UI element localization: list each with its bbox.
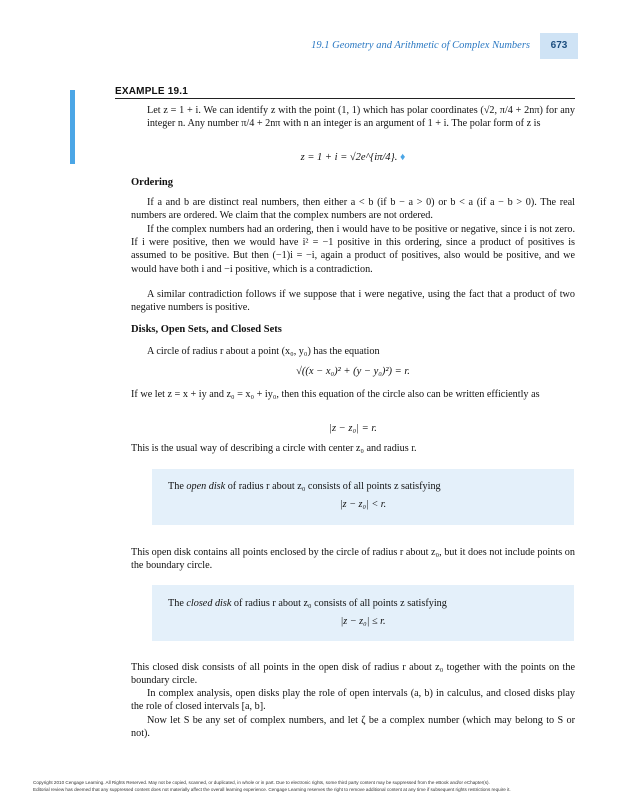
disks-paragraph-3: This is the usual way of describing a circle with center z₀ and radius r. (131, 443, 417, 454)
open-disk-formula (152, 499, 574, 510)
circle-modulus-equation-text: |z − z₀| = r. (329, 423, 377, 434)
closed-disk-post: of radius r about z₀ consists of all points z satisfying (231, 598, 447, 609)
ordering-heading: Ordering (131, 177, 173, 188)
disks-paragraph-2: If we let z = x + iy and z₀ = x₀ + iy₀, then this equation of the circle also can be written efficiently as (131, 389, 540, 400)
example-paragraph: Let z = 1 + i. We can identify z with the point (1, 1) which has polar coordinates (√2, π/4 + 2nπ) for any integer n. Any number π/4 + 2nπ with n an integer is an argument of 1 + i. The polar form of z is (147, 105, 575, 130)
closing-paragraph-3: Now let S be any set of complex numbers, and let ζ be a complex number (which may belong to S or not). (131, 715, 575, 740)
closed-disk-term: closed disk (186, 598, 232, 609)
closed-disk-definition-box (152, 585, 574, 641)
closing-paragraph-2: In complex analysis, open disks play the role of open intervals (a, b) in calculus, and closed disks play the role of closed intervals [a, b]. (131, 688, 575, 713)
closed-disk-formula-text: |z − z₀| ≤ r. (340, 616, 386, 627)
ordering-paragraph-1: If a and b are distinct real numbers, then either a < b (if b − a > 0) or b < a (if a − b > 0). The real numbers are ordered. We claim that the complex numbers are not ordered. (131, 197, 575, 222)
open-disk-term: open disk (186, 481, 226, 492)
open-disk-pre: The (168, 481, 187, 492)
open-disk-paragraph: This open disk contains all points enclosed by the circle of radius r about z₀, but it does not include points on the boundary circle. (131, 547, 575, 572)
open-disk-definition (168, 481, 441, 492)
open-disk-post: of radius r about z₀ consists of all points z satisfying (225, 481, 441, 492)
open-disk-formula-text: |z − z₀| < r. (339, 499, 387, 510)
example-formula-text: z = 1 + i = √2e^{iπ/4}. (300, 152, 398, 163)
disks-heading: Disks, Open Sets, and Closed Sets (131, 324, 282, 335)
circle-equation-text: √((x − x₀)² + (y − y₀)²) = r. (296, 366, 410, 377)
closed-disk-formula (152, 616, 574, 627)
ordering-paragraph-2: If the complex numbers had an ordering, then i would have to be positive or negative, since i is not zero. If i were positive, then we would have i² = −1 positive in this ordering, since a product of positives is assumed to be positive. But then (−1)i = −i, again a product of positives, also would be positive, and we would have both i and −i positive, which is a contradiction. (131, 224, 575, 275)
open-disk-definition-box (152, 469, 574, 525)
closed-disk-definition (168, 598, 447, 609)
closing-paragraph-1: This closed disk consists of all points in the open disk of radius r about z₀ together with the points on the boundary circle. (131, 662, 575, 687)
example-formula (131, 152, 575, 163)
circle-equation (131, 366, 575, 377)
copyright-line-1: Copyright 2010 Cengage Learning. All Rights Reserved. May not be copied, scanned, or duplicated, in whole or in part. Due to electronic rights, some third party content may be suppressed from the eBook and/or eChapter(s). (33, 780, 490, 785)
ordering-paragraph-3: A similar contradiction follows if we suppose that i were negative, using the fact that a product of two negative numbers is positive. (131, 289, 575, 314)
example-rule (115, 98, 575, 99)
disks-paragraph-1: A circle of radius r about a point (x₀, y₀) has the equation (147, 346, 380, 357)
circle-modulus-equation (131, 423, 575, 434)
copyright-line-2: Editorial review has deemed that any suppressed content does not materially affect the overall learning experience. Cengage Learning reserves the right to remove additional content at any time if subsequent rights restrictions require it. (33, 787, 511, 792)
page-number: 673 (550, 40, 568, 51)
running-head: 19.1 Geometry and Arithmetic of Complex Numbers (311, 40, 530, 51)
example-label: EXAMPLE 19.1 (115, 86, 188, 97)
example-side-bar (70, 90, 75, 164)
end-of-example-diamond-icon: ♦ (400, 152, 406, 163)
closed-disk-pre: The (168, 598, 187, 609)
